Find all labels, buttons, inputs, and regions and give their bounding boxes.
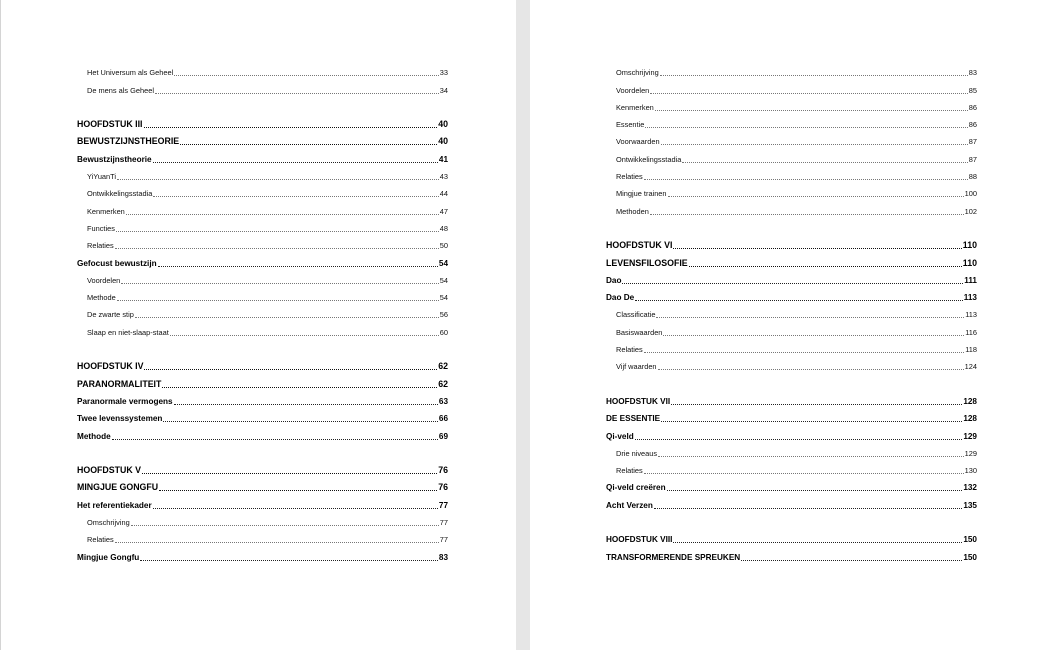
toc-entry-title: Omschrijving (616, 68, 659, 78)
toc-leader-dots (142, 472, 437, 474)
toc-page-number: 60 (439, 327, 448, 337)
toc-page-number: 62 (438, 378, 448, 389)
toc-leader-dots (115, 247, 439, 249)
toc-entry-title: Voordelen (87, 275, 121, 285)
toc-entry-title: Drie niveaus (616, 448, 658, 458)
toc-entry[interactable] (606, 79, 977, 96)
toc-entry[interactable] (606, 477, 977, 494)
toc-page-number: 43 (439, 172, 448, 182)
toc-entry[interactable] (606, 546, 977, 563)
toc-entry-title: Twee levenssystemen (77, 414, 163, 424)
toc-entry[interactable] (77, 252, 448, 269)
toc-entry-title: Relaties (616, 345, 643, 355)
toc-entry-title: Qi-veld (606, 431, 634, 441)
toc-entry[interactable] (77, 373, 448, 390)
toc-leader-dots (174, 403, 438, 405)
toc-entry[interactable] (77, 62, 448, 79)
toc-entry[interactable] (606, 304, 977, 321)
toc-page-number: 76 (438, 482, 448, 493)
toc-entry[interactable] (606, 443, 977, 460)
toc-spacer (606, 218, 977, 235)
toc-entry[interactable] (606, 131, 977, 148)
toc-page-number: 83 (438, 552, 448, 562)
toc-entry[interactable] (77, 321, 448, 338)
toc-page-number: 48 (439, 223, 448, 233)
toc-entry-title: DE ESSENTIE (606, 414, 661, 424)
toc-page-number: 132 (963, 483, 977, 493)
toc-entry-title: Voorwaarden (616, 137, 660, 147)
toc-entry[interactable] (77, 235, 448, 252)
toc-entry-title: PARANORMALITEIT (77, 378, 162, 389)
toc-page-number: 54 (438, 258, 448, 268)
toc-entry-title: Relaties (87, 535, 114, 545)
toc-leader-dots (658, 455, 964, 457)
toc-page-number: 34 (439, 85, 448, 95)
toc-leader-dots (644, 178, 968, 180)
toc-leader-dots (660, 74, 968, 76)
toc-entry[interactable] (606, 391, 977, 408)
toc-leader-dots (155, 92, 439, 94)
toc-entry-title: Mingjue trainen (616, 189, 667, 199)
toc-page-number: 87 (968, 137, 977, 147)
toc-entry-title: BEWUSTZIJNSTHEORIE (77, 136, 180, 147)
toc-leader-dots (661, 420, 962, 422)
toc-leader-dots (663, 334, 964, 336)
toc-page-number: 86 (968, 120, 977, 130)
toc-entry-title: Paranormale vermogens (77, 396, 173, 406)
toc-leader-dots (741, 559, 962, 561)
toc-entry[interactable] (606, 321, 977, 338)
toc-entry[interactable] (606, 183, 977, 200)
toc-page-number: 118 (965, 345, 977, 355)
toc-spacer (606, 373, 977, 390)
toc-leader-dots (661, 143, 968, 145)
toc-leader-dots (667, 489, 963, 491)
toc-page-number: 33 (439, 68, 448, 78)
toc-entry[interactable] (606, 252, 977, 269)
toc-page-number: 113 (963, 293, 977, 303)
toc-entry[interactable] (77, 200, 448, 217)
toc-entry-title: Het Universum als Geheel (87, 68, 174, 78)
toc-leader-dots (158, 265, 438, 267)
toc-leader-dots (135, 316, 439, 318)
toc-entry[interactable] (77, 270, 448, 287)
toc-page-number: 85 (968, 85, 977, 95)
toc-entry[interactable] (606, 287, 977, 304)
toc-entry-title: Methode (87, 293, 116, 303)
toc-page-number: 54 (439, 275, 448, 285)
toc-page-number: 150 (963, 552, 977, 562)
toc-leader-dots (153, 507, 438, 509)
toc-page-number: 56 (439, 310, 448, 320)
toc-leader-dots (622, 282, 963, 284)
toc-entry[interactable] (77, 148, 448, 165)
toc-entry[interactable] (77, 166, 448, 183)
toc-spacer (77, 339, 448, 356)
toc-entry[interactable] (606, 425, 977, 442)
toc-page-number: 54 (439, 293, 448, 303)
right-page (530, 0, 1038, 650)
toc-entry[interactable] (77, 529, 448, 546)
toc-page-number: 77 (439, 518, 448, 528)
toc-entry-title: YiYuanTi (87, 172, 117, 182)
toc-entry[interactable] (77, 460, 448, 477)
toc-entry-title: Mingjue Gongfu (77, 552, 140, 562)
toc-page-number: 40 (438, 136, 448, 147)
toc-entry[interactable] (77, 391, 448, 408)
toc-leader-dots (117, 178, 439, 180)
toc-page-number: 44 (439, 189, 448, 199)
toc-entry[interactable] (606, 356, 977, 373)
toc-entry-title: Acht Verzen (606, 500, 653, 510)
toc-entry-title: Dao De (606, 293, 635, 303)
toc-entry[interactable] (77, 131, 448, 148)
toc-entry[interactable] (606, 529, 977, 546)
toc-leader-dots (654, 507, 962, 509)
toc-leader-dots (116, 230, 439, 232)
toc-page-number: 110 (962, 257, 977, 268)
toc-page-number: 41 (438, 154, 448, 164)
toc-entry-title: De zwarte stip (87, 310, 134, 320)
toc-entry-title: Essentie (616, 120, 645, 130)
toc-page-number: 100 (964, 189, 977, 199)
toc-entry-title: Methoden (616, 206, 649, 216)
toc-leader-dots (117, 299, 439, 301)
toc-spacer (77, 97, 448, 114)
toc-entry-title: Relaties (616, 172, 643, 182)
toc-page-number: 129 (963, 431, 977, 441)
toc-entry-title: HOOFDSTUK VII (606, 396, 671, 406)
toc-leader-dots (644, 472, 964, 474)
toc-entry-title: Kenmerken (87, 206, 125, 216)
toc-entry-title: Methode (77, 431, 111, 441)
toc-leader-dots (153, 195, 438, 197)
toc-page-number: 128 (963, 396, 977, 406)
toc-leader-dots (126, 213, 439, 215)
toc-leader-dots (163, 420, 437, 422)
toc-leader-dots (144, 368, 437, 370)
left-page (0, 0, 516, 650)
toc-entry[interactable] (606, 270, 977, 287)
toc-leader-dots (635, 438, 963, 440)
toc-entry-title: Ontwikkelingsstadia (616, 154, 682, 164)
toc-leader-dots (650, 92, 967, 94)
toc-entry-title: Voordelen (616, 85, 650, 95)
toc-entry-title: Kenmerken (616, 102, 654, 112)
toc-entry[interactable] (77, 512, 448, 529)
toc-page-number: 135 (963, 500, 977, 510)
toc-leader-dots (153, 161, 438, 163)
toc-entry[interactable] (606, 148, 977, 165)
toc-entry-title: HOOFDSTUK VIII (606, 535, 673, 545)
toc-entry[interactable] (77, 546, 448, 563)
toc-page-number: 116 (965, 327, 977, 337)
toc-entry[interactable] (77, 494, 448, 511)
toc-page-number: 50 (439, 241, 448, 251)
toc-page-number: 111 (964, 275, 977, 285)
table-of-contents-right (606, 62, 977, 564)
toc-page-number: 77 (438, 500, 448, 510)
toc-leader-dots (112, 438, 438, 440)
toc-entry[interactable] (77, 408, 448, 425)
toc-leader-dots (144, 126, 438, 128)
toc-entry[interactable] (77, 79, 448, 96)
toc-entry[interactable] (77, 477, 448, 494)
toc-entry-title: Vijf waarden (616, 362, 657, 372)
toc-entry[interactable] (606, 62, 977, 79)
toc-leader-dots (682, 161, 967, 163)
toc-entry-title: Omschrijving (87, 518, 130, 528)
toc-entry-title: HOOFDSTUK IV (77, 361, 144, 372)
toc-leader-dots (170, 334, 439, 336)
toc-entry-title: Relaties (616, 466, 643, 476)
toc-page-number: 150 (963, 535, 977, 545)
toc-entry-title: Classificatie (616, 310, 656, 320)
toc-entry-title: HOOFDSTUK V (77, 465, 142, 476)
toc-entry-title: Dao (606, 275, 622, 285)
toc-leader-dots (115, 541, 439, 543)
toc-page-number: 77 (439, 535, 448, 545)
toc-entry[interactable] (606, 235, 977, 252)
toc-entry-title: Relaties (87, 241, 114, 251)
toc-page-number: 88 (968, 172, 977, 182)
toc-entry-title: De mens als Geheel (87, 85, 154, 95)
toc-leader-dots (162, 386, 437, 388)
toc-leader-dots (174, 74, 439, 76)
toc-page-number: 113 (965, 310, 977, 320)
toc-leader-dots (644, 351, 965, 353)
toc-page-number: 66 (438, 414, 448, 424)
toc-leader-dots (131, 524, 439, 526)
toc-leader-dots (656, 316, 964, 318)
toc-entry[interactable] (77, 425, 448, 442)
toc-entry[interactable] (606, 114, 977, 131)
toc-entry-title: Gefocust bewustzijn (77, 258, 157, 268)
toc-page-number: 63 (438, 396, 448, 406)
toc-entry[interactable] (77, 218, 448, 235)
toc-leader-dots (658, 368, 964, 370)
toc-entry[interactable] (606, 408, 977, 425)
toc-leader-dots (668, 195, 964, 197)
toc-entry[interactable] (77, 183, 448, 200)
toc-page-number: 110 (962, 240, 977, 251)
toc-entry-title: HOOFDSTUK VI (606, 240, 673, 251)
toc-entry[interactable] (77, 304, 448, 321)
toc-entry-title: Bewustzijnstheorie (77, 154, 152, 164)
toc-leader-dots (159, 489, 437, 491)
toc-entry-title: Functies (87, 223, 115, 233)
toc-page-number: 130 (964, 466, 977, 476)
toc-entry[interactable] (77, 114, 448, 131)
toc-spacer (606, 512, 977, 529)
toc-page-number: 40 (438, 119, 448, 130)
toc-entry[interactable] (606, 97, 977, 114)
toc-leader-dots (671, 403, 962, 405)
toc-page-number: 124 (964, 362, 977, 372)
toc-entry-title: Het referentiekader (77, 500, 152, 510)
toc-entry-title: HOOFDSTUK III (77, 119, 143, 130)
toc-leader-dots (655, 109, 968, 111)
toc-page-number: 69 (438, 431, 448, 441)
toc-leader-dots (689, 265, 962, 267)
toc-entry[interactable] (606, 460, 977, 477)
toc-entry[interactable] (77, 356, 448, 373)
toc-leader-dots (673, 541, 962, 543)
toc-entry-title: Qi-veld creëren (606, 483, 666, 493)
toc-entry-title: TRANSFORMERENDE SPREUKEN (606, 552, 741, 562)
toc-entry[interactable] (606, 339, 977, 356)
toc-leader-dots (635, 299, 963, 301)
toc-entry[interactable] (606, 166, 977, 183)
toc-page-number: 47 (439, 206, 448, 216)
toc-page-number: 87 (968, 154, 977, 164)
toc-leader-dots (140, 559, 438, 561)
toc-leader-dots (673, 247, 961, 249)
toc-page-number: 129 (964, 448, 977, 458)
toc-entry-title: Ontwikkelingsstadia (87, 189, 153, 199)
toc-entry[interactable] (606, 494, 977, 511)
table-of-contents-left (77, 62, 448, 564)
toc-page-number: 128 (963, 414, 977, 424)
toc-entry-title: LEVENSFILOSOFIE (606, 257, 688, 268)
toc-page-number: 102 (964, 206, 977, 216)
toc-entry[interactable] (606, 200, 977, 217)
toc-leader-dots (650, 213, 964, 215)
toc-entry[interactable] (77, 287, 448, 304)
toc-page-number: 76 (438, 465, 448, 476)
toc-entry-title: Slaap en niet-slaap-staat (87, 327, 169, 337)
toc-page-number: 86 (968, 102, 977, 112)
toc-leader-dots (121, 282, 438, 284)
toc-page-number: 83 (968, 68, 977, 78)
toc-leader-dots (180, 143, 437, 145)
toc-entry-title: MINGJUE GONGFU (77, 482, 159, 493)
toc-leader-dots (645, 126, 967, 128)
toc-entry-title: Basiswaarden (616, 327, 663, 337)
toc-spacer (77, 443, 448, 460)
toc-page-number: 62 (438, 361, 448, 372)
